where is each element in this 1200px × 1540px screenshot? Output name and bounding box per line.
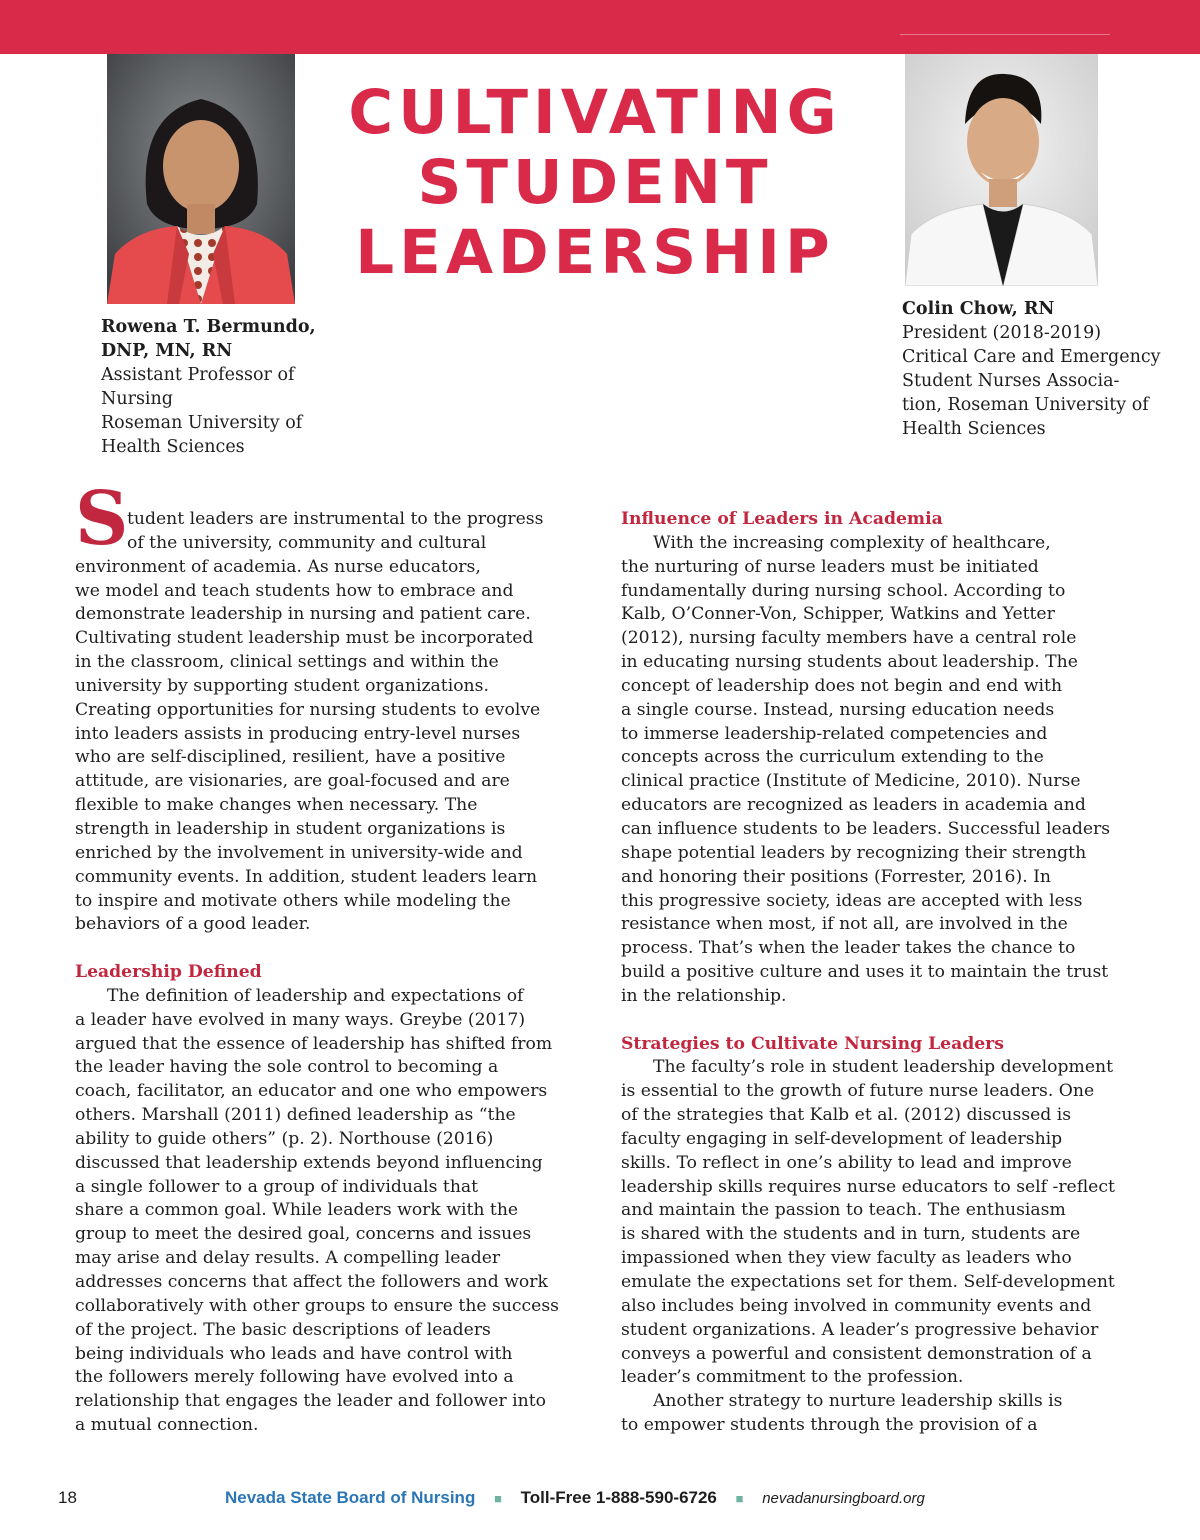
paragraph-line: addresses concerns that affect the followers and work xyxy=(75,1272,548,1292)
paragraph-line: Kalb, O’Conner-Von, Schipper, Watkins and Yetter xyxy=(621,604,1055,625)
paragraph-line: of the university, community and cultural xyxy=(127,532,487,553)
section-paragraph xyxy=(75,985,595,1438)
paragraph-line: in educating nursing students about leadership. The xyxy=(621,652,1078,673)
paragraph-line: the nurturing of nurse leaders must be initiated xyxy=(621,556,1039,577)
section-paragraph xyxy=(621,532,1146,1009)
author-photo-left xyxy=(107,54,295,304)
paragraph-line: concepts across the curriculum extending to the xyxy=(621,747,1044,768)
paragraph-line: strength in leadership in student organizations is xyxy=(75,818,506,839)
paragraph-line: discussed that leadership extends beyond influencing xyxy=(75,1152,543,1173)
paragraph-line: resistance when most, if not all, are involved in the xyxy=(621,914,1068,935)
paragraph-line: to empower students through the provision of a xyxy=(621,1415,1038,1436)
paragraph-line: behaviors of a good leader. xyxy=(75,914,311,935)
section-heading: Influence of Leaders in Academia xyxy=(621,509,943,529)
section-heading: Strategies to Cultivate Nursing Leaders xyxy=(621,1033,1004,1054)
paragraph-line: impassioned when they view faculty as leaders who xyxy=(621,1248,1072,1269)
paragraph-line: of the strategies that Kalb et al. (2012) discussed is xyxy=(621,1105,1072,1126)
article-column-left xyxy=(75,508,595,1438)
author-detail: Assistant Professor of xyxy=(101,365,295,385)
paragraph-line: coach, facilitator, an educator and one who empowers xyxy=(75,1081,548,1102)
paragraph-line: Cultivating student leadership must be incorporated xyxy=(75,628,534,649)
page-number: 18 xyxy=(58,1488,77,1507)
drop-cap: S xyxy=(75,476,129,562)
paragraph-line: ability to guide others” (p. 2). Northouse (2016) xyxy=(75,1128,494,1149)
paragraph-line: The faculty’s role in student leadership development xyxy=(653,1057,1113,1078)
author-detail: Critical Care and Emergency xyxy=(902,347,1161,367)
paragraph-line: With the increasing complexity of healthcare, xyxy=(653,532,1051,553)
paragraph-line: and honoring their positions (Forrester, 2016). In xyxy=(621,866,1051,887)
paragraph-line: we model and teach students how to embrace and xyxy=(75,580,514,601)
author-photo-right xyxy=(905,54,1098,286)
paragraph-line: the followers merely following have evolved into a xyxy=(75,1367,514,1388)
square-icon: ■ xyxy=(735,1491,744,1506)
paragraph-line: may arise and delay results. A compelling leader xyxy=(75,1248,501,1269)
paragraph-line: Creating opportunities for nursing students to evolve xyxy=(75,699,541,720)
title-line: LEADERSHIP xyxy=(355,217,835,288)
header-rule xyxy=(900,34,1110,35)
author-credentials: DNP, MN, RN xyxy=(101,341,233,361)
paragraph-line: student organizations. A leader’s progressive behavior xyxy=(621,1319,1099,1340)
paragraph-line: in the relationship. xyxy=(621,985,787,1006)
section-paragraph xyxy=(621,1056,1146,1390)
paragraph-line: others. Marshall (2011) defined leadership as “the xyxy=(75,1105,516,1126)
section-heading: Leadership Defined xyxy=(75,962,262,983)
paragraph-line: flexible to make changes when necessary. The xyxy=(75,795,478,816)
square-icon: ■ xyxy=(494,1491,502,1506)
paragraph-line: a leader have evolved in many ways. Greybe (2017) xyxy=(75,1009,526,1030)
paragraph-line: enriched by the involvement in university-wide and xyxy=(75,842,523,863)
paragraph-line: shape potential leaders by recognizing their strength xyxy=(621,842,1087,863)
paragraph-line: faculty engaging in self-development of leadership xyxy=(621,1128,1063,1149)
paragraph-line: skills. To reflect in one’s ability to lead and improve xyxy=(621,1152,1072,1173)
author-detail: tion, Roseman University of xyxy=(902,395,1149,415)
paragraph-line: the leader having the sole control to becoming a xyxy=(75,1057,499,1078)
paragraph-line: environment of academia. As nurse educators, xyxy=(75,556,481,577)
paragraph-line: leadership skills requires nurse educators to self -reflect xyxy=(621,1176,1115,1197)
author-detail: Nursing xyxy=(101,389,173,409)
author-detail: President (2018-2019) xyxy=(902,323,1102,343)
paragraph-line: fundamentally during nursing school. According to xyxy=(621,580,1066,601)
paragraph-line: is shared with the students and in turn, students are xyxy=(621,1224,1081,1245)
paragraph-line: community events. In addition, student leaders learn xyxy=(75,866,538,887)
paragraph-line: who are self-disciplined, resilient, have a positive xyxy=(75,747,506,768)
paragraph-line: share a common goal. While leaders work with the xyxy=(75,1200,519,1221)
paragraph-line: collaboratively with other groups to ensure the success xyxy=(75,1295,559,1316)
author-name: Colin Chow, RN xyxy=(902,299,1055,319)
paragraph-line: demonstrate leadership in nursing and patient care. xyxy=(75,604,531,625)
paragraph-line: educators are recognized as leaders in academia and xyxy=(621,795,1086,816)
intro-paragraph xyxy=(75,556,595,938)
author-detail: Roseman University of xyxy=(101,413,303,433)
paragraph-line: is essential to the growth of future nurse leaders. One xyxy=(621,1081,1095,1102)
paragraph-line: in the classroom, clinical settings and within the xyxy=(75,652,499,673)
author-detail: Health Sciences xyxy=(902,419,1046,439)
paragraph-line: to inspire and motivate others while modeling the xyxy=(75,890,511,911)
paragraph-line: (2012), nursing faculty members have a central role xyxy=(621,628,1077,649)
author-caption-left xyxy=(101,315,341,459)
paragraph-line: a single follower to a group of individuals that xyxy=(75,1176,479,1197)
author-detail: Student Nurses Associa- xyxy=(902,371,1120,391)
paragraph-line: attitude, are visionaries, are goal-focused and are xyxy=(75,771,510,792)
section-paragraph xyxy=(621,1390,1146,1438)
article-column-right xyxy=(621,508,1146,1438)
paragraph-line: relationship that engages the leader and follower into xyxy=(75,1391,546,1412)
author-caption-right xyxy=(902,297,1192,441)
footer-website[interactable]: nevadanursingboard.org xyxy=(762,1490,925,1507)
article-title xyxy=(330,78,860,288)
page-footer xyxy=(0,1486,1200,1516)
paragraph-line: emulate the expectations set for them. Self-development xyxy=(621,1272,1115,1292)
paragraph-line: The definition of leadership and expectations of xyxy=(107,985,524,1006)
author-name: Rowena T. Bermundo, xyxy=(101,317,316,337)
paragraph-line: process. That’s when the leader takes the chance to xyxy=(621,938,1076,959)
paragraph-line: being individuals who leads and have control with xyxy=(75,1343,513,1364)
paragraph-line: concept of leadership does not begin and end with xyxy=(621,675,1063,696)
paragraph-line: group to meet the desired goal, concerns and issues xyxy=(75,1224,532,1245)
footer-org: Nevada State Board of Nursing xyxy=(225,1488,476,1507)
footer-info xyxy=(225,1488,925,1508)
paragraph-line: to immerse leadership-related competencies and xyxy=(621,723,1048,744)
title-line: CULTIVATING xyxy=(348,77,842,148)
paragraph-line: into leaders assists in producing entry-level nurses xyxy=(75,723,521,744)
paragraph-line: university by supporting student organizations. xyxy=(75,675,489,696)
paragraph-line: clinical practice (Institute of Medicine, 2010). Nurse xyxy=(621,771,1081,792)
paragraph-line: leader’s commitment to the profession. xyxy=(621,1367,964,1388)
paragraph-line: and maintain the passion to teach. The enthusiasm xyxy=(621,1200,1066,1221)
paragraph-line: Another strategy to nurture leadership skills is xyxy=(653,1391,1063,1412)
paragraph-line: a single course. Instead, nursing education needs xyxy=(621,699,1055,720)
paragraph-line: can influence students to be leaders. Successful leaders xyxy=(621,818,1111,839)
paragraph-line: build a positive culture and uses it to maintain the trust xyxy=(621,962,1109,983)
header-bar xyxy=(0,0,1200,54)
paragraph-line: conveys a powerful and consistent demonstration of a xyxy=(621,1343,1092,1364)
paragraph-line: of the project. The basic descriptions of leaders xyxy=(75,1319,491,1340)
footer-phone: Toll-Free 1-888-590-6726 xyxy=(520,1488,717,1507)
paragraph-line: tudent leaders are instrumental to the progress xyxy=(127,509,544,529)
paragraph-line: argued that the essence of leadership has shifted from xyxy=(75,1033,553,1054)
paragraph-line: a mutual connection. xyxy=(75,1415,259,1436)
author-detail: Health Sciences xyxy=(101,437,245,457)
paragraph-line: also includes being involved in community events and xyxy=(621,1295,1092,1316)
title-line: STUDENT xyxy=(417,147,773,218)
paragraph-line: this progressive society, ideas are accepted with less xyxy=(621,890,1083,911)
